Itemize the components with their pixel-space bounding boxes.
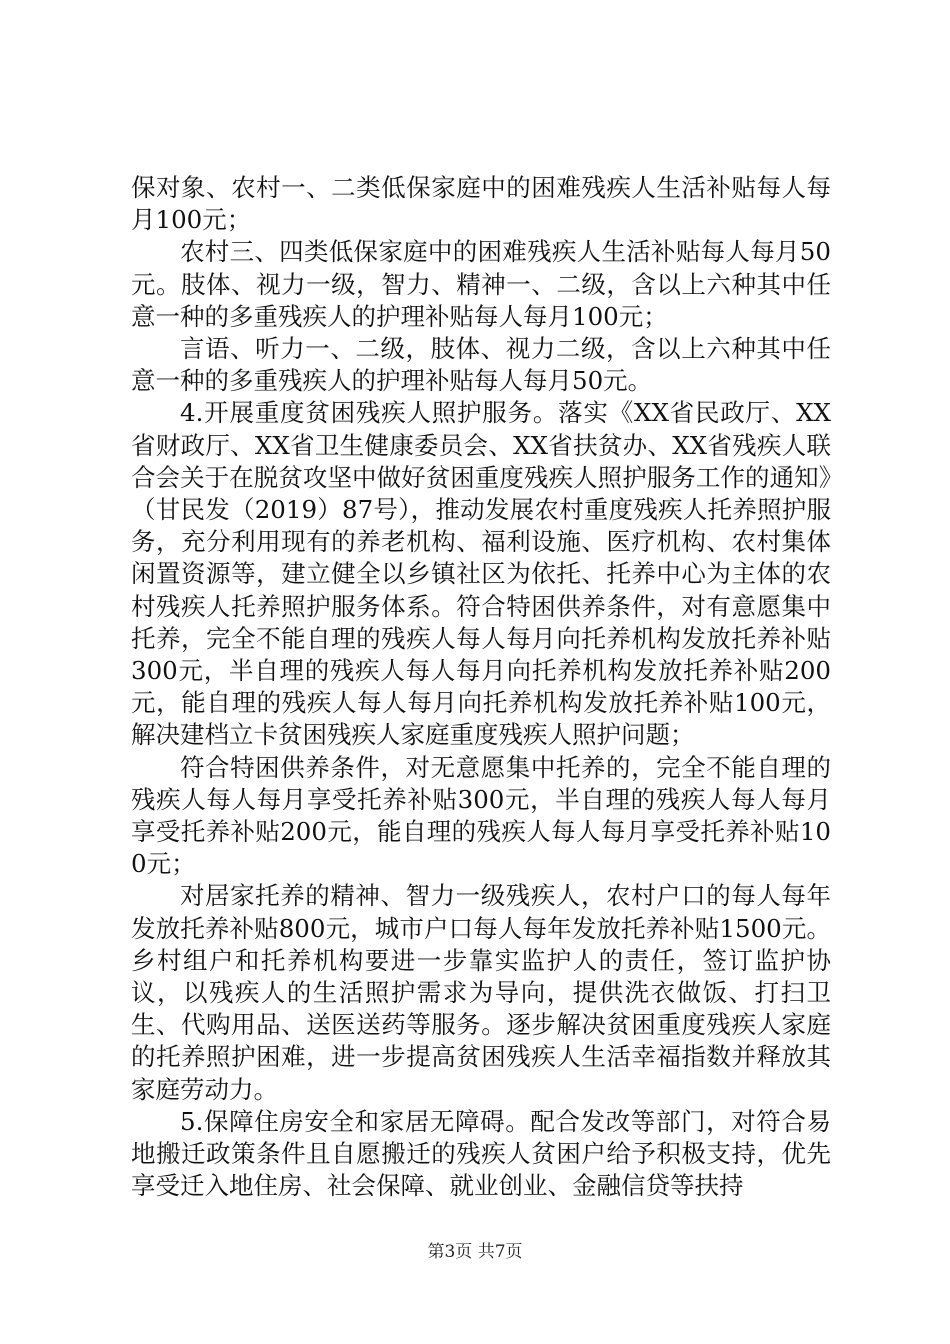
paragraph-3: 言语、听力一、二级，肢体、视力二级，含以上六种其中任意一种的多重残疾人的护理补贴每人每月50元。	[131, 334, 831, 396]
paragraph-2: 农村三、四类低保家庭中的困难残疾人生活补贴每人每月50元。肢体、视力一级，智力、精神一、二级，含以上六种其中任意一种的多重残疾人的护理补贴每人每月100元；	[131, 237, 831, 331]
page-footer: 第3页 共7页	[427, 1242, 523, 1262]
paragraph-4: 4.开展重度贫困残疾人照护服务。落实《XX省民政厅、XX省财政厅、XX省卫生健康委员会、XX省扶贫办、XX省残疾人联合会关于在脱贫攻坚中做好贫困重度残疾人照护服务工作的通知》（甘民发（2019）87号），推动发展农村重度残疾人托养照护服务，充分利用现有的养老机构、福利设施、医疗机构、农村集体闲置资源等，建立健全以乡镇社区为依托、托养中心为主体的农村残疾人托养照护服务体系。符合特困供养条件，对有意愿集中托养，完全不能自理的残疾人每人每月向托养机构发放托养补贴300元，半自理的残疾人每人每月向托养机构发放托养补贴200元，能自理的残疾人每人每月向托养机构发放托养补贴100元，解决建档立卡贫困残疾人家庭重度残疾人照护问题；	[131, 398, 831, 750]
paragraph-1: 保对象、农村一、二类低保家庭中的困难残疾人生活补贴每人每月100元；	[131, 173, 831, 235]
paragraph-7: 5.保障住房安全和家居无障碍。配合发改等部门，对符合易地搬迁政策条件且自愿搬迁的残疾人贫困户给予积极支持，优先享受迁入地住房、社会保障、就业创业、金融信贷等扶持	[131, 1106, 831, 1201]
paragraph-5: 符合特困供养条件，对无意愿集中托养的，完全不能自理的残疾人每人每月享受托养补贴300元，半自理的残疾人每人每月享受托养补贴200元，能自理的残疾人每人每月享受托养补贴100元；	[131, 752, 831, 879]
document-body	[131, 172, 831, 1203]
paragraph-6: 对居家托养的精神、智力一级残疾人，农村户口的每人每年发放托养补贴800元，城市户口每人每年发放托养补贴1500元。乡村组户和托养机构要进一步靠实监护人的责任，签订监护协议，以残疾人的生活照护需求为导向，提供洗衣做饭、打扫卫生、代购用品、送医送药等服务。逐步解决贫困重度残疾人家庭的托养照护困难，进一步提高贫困残疾人生活幸福指数并释放其家庭劳动力。	[131, 881, 831, 1104]
